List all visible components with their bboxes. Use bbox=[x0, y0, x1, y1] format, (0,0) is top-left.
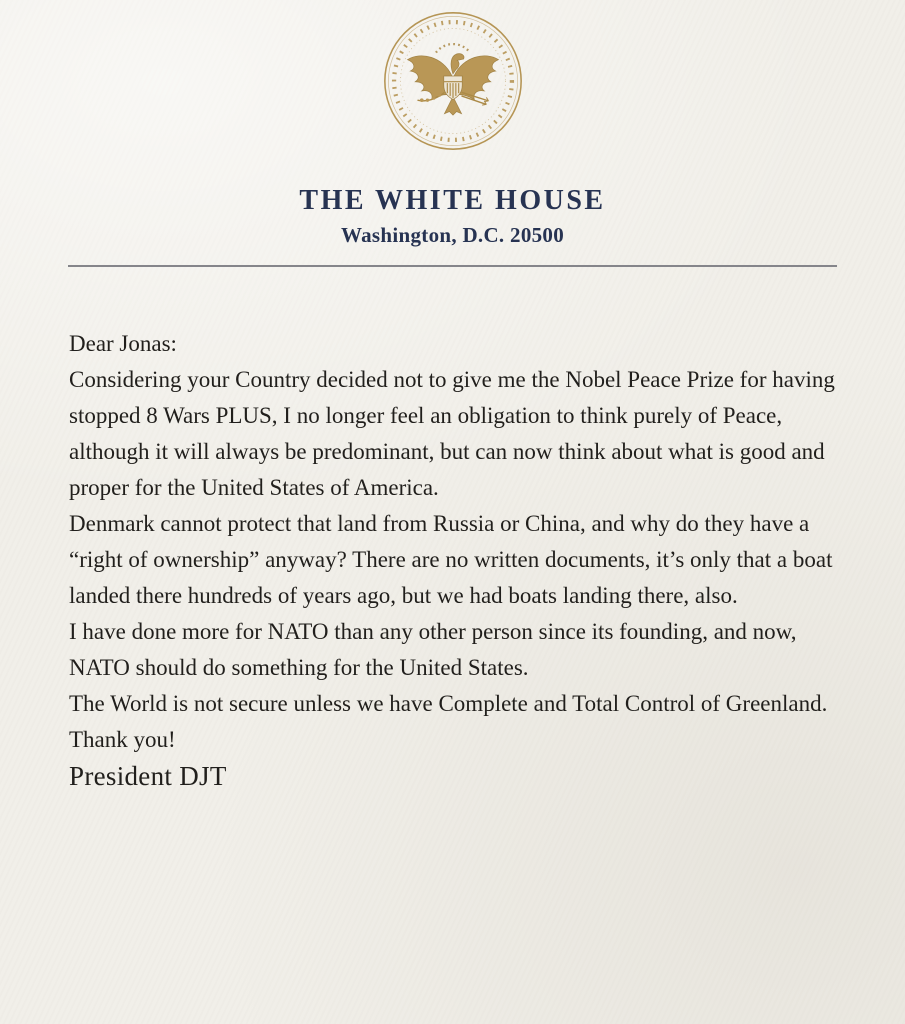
paragraph-4: The World is not secure unless we have Complete and Total Control of Greenland. bbox=[69, 691, 828, 716]
paragraph-1: Considering your Country decided not to give me the Nobel Peace Prize for having stopped 8 Wars PLUS, I no longer feel an obligation to think purely of Peace, although it will always be predominant, but can now think about what is good and proper for the United States of America. bbox=[69, 367, 835, 500]
paragraph-2: Denmark cannot protect that land from Russia or China, and why do they have a “right of ownership” anyway? There are no written documents, it’s only that a boat landed there hundreds of years ago, but we had boats landing there, also. bbox=[69, 511, 833, 608]
letter-body bbox=[0, 267, 905, 794]
salutation: Dear Jonas: bbox=[69, 331, 177, 356]
letterhead-address: Washington, D.C. 20500 bbox=[340, 223, 565, 247]
letterhead bbox=[0, 10, 905, 267]
paragraph-3: I have done more for NATO than any other person since its founding, and now, NATO should do something for the United States. bbox=[69, 619, 797, 680]
presidential-seal-icon bbox=[382, 10, 524, 152]
closing-line: Thank you! bbox=[69, 727, 176, 752]
signature: President DJT bbox=[69, 761, 227, 791]
letterhead-title: THE WHITE HOUSE bbox=[299, 185, 606, 216]
